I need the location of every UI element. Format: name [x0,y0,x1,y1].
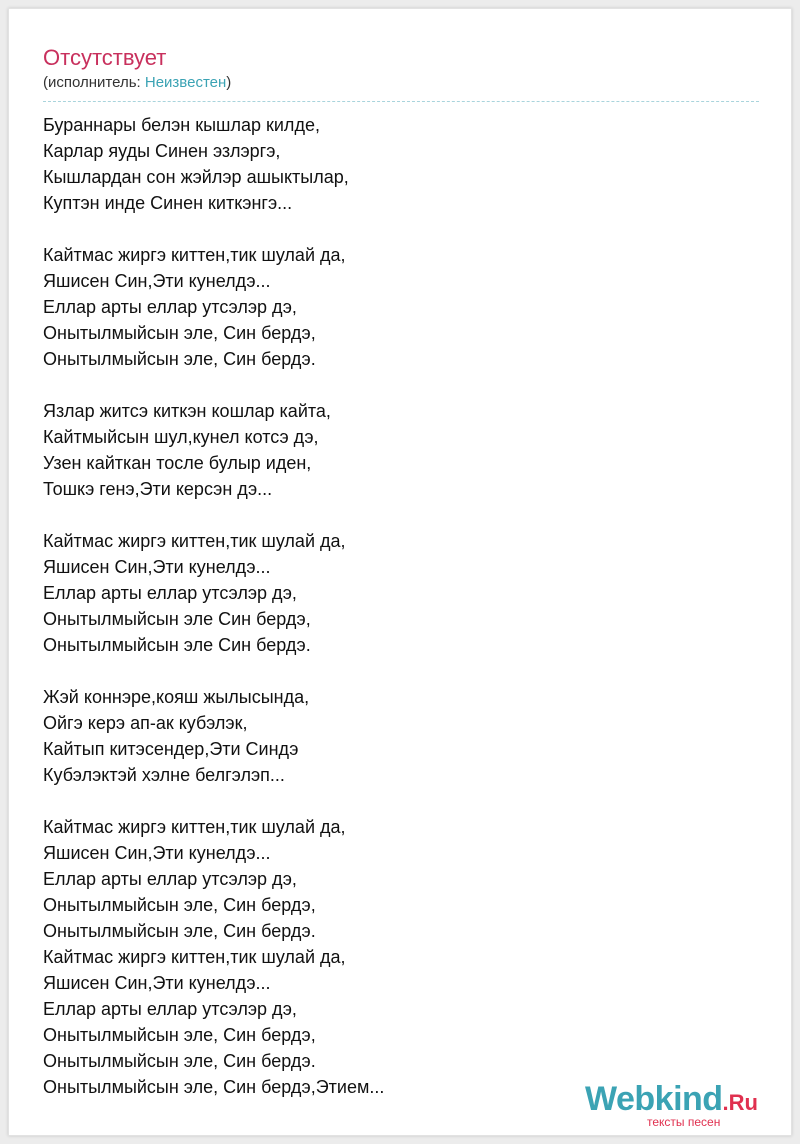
lyric-line: Кайтмас жиргэ киттен,тик шулай да, [43,245,346,265]
lyric-line: Еллар арты еллар утсэлэр дэ, [43,583,297,603]
lyric-line: Кайтмас жиргэ киттен,тик шулай да, [43,531,346,551]
logo-main-text: Webkind [585,1080,723,1118]
lyric-line: Куптэн инде Синен киткэнгэ... [43,193,293,213]
lyric-line: Еллар арты еллар утсэлэр дэ, [43,869,297,889]
lyric-line: Яшисен Син,Эти кунелдэ... [43,271,271,291]
header-divider [43,101,759,102]
artist-link[interactable]: Неизвестен [144,74,227,91]
lyric-line: Кайтмас жиргэ киттен,тик шулай да, [43,947,346,967]
lyric-line: Онытылмыйсын эле, Син бердэ. [43,1051,316,1071]
stanza-gap [43,658,763,684]
lyric-line: Язлар житсэ киткэн кошлар кайта, [43,401,331,421]
lyric-line: Кайтмыйсын шул,кунел котсэ дэ, [43,427,319,447]
lyric-line: Кышлардан сон жэйлэр ашыктылар, [43,167,349,187]
lyric-line: Онытылмыйсын эле, Син бердэ, [43,895,316,915]
lyric-line: Кубэлэктэй хэлне белгэлэп... [43,765,285,785]
logo-wordmark [585,1080,758,1119]
lyric-line: Жэй коннэре,кояш жылысында, [43,687,310,707]
stanza-gap [43,216,763,242]
stanza-gap [43,372,763,398]
lyrics-card [8,8,792,1136]
lyric-line: Карлар яуды Синен эзлэргэ, [43,141,281,161]
lyric-line: Онытылмыйсын эле, Син бердэ, [43,323,316,343]
lyric-line: Узен кайткан тосле булыр иден, [43,453,312,473]
lyric-line: Яшисен Син,Эти кунелдэ... [43,843,271,863]
lyric-line: Онытылмыйсын эле, Син бердэ. [43,349,316,369]
lyric-line: Ойгэ керэ ап-ак кубэлэк, [43,713,248,733]
lyric-line: Бураннары белэн кышлар килде, [43,115,320,135]
artist-suffix: ) [226,74,232,91]
artist-line [43,74,231,91]
lyric-line: Яшисен Син,Эти кунелдэ... [43,557,271,577]
lyric-line: Еллар арты еллар утсэлэр дэ, [43,999,297,1019]
lyric-line: Онытылмыйсын эле, Син бердэ. [43,921,316,941]
song-title: Отсутствует [43,45,167,70]
lyric-line: Яшисен Син,Эти кунелдэ... [43,973,271,993]
stanza-gap [43,502,763,528]
logo-domain-suffix: .Ru [722,1090,758,1115]
lyric-line: Онытылмыйсын эле Син бердэ, [43,609,311,629]
lyric-line: Кайтып китэсендер,Эти Синдэ [43,739,299,759]
lyric-line: Онытылмыйсын эле, Син бердэ, [43,1025,316,1045]
logo-tagline: тексты песен [647,1115,721,1129]
lyric-line: Кайтмас жиргэ киттен,тик шулай да, [43,817,346,837]
lyric-line: Тошкэ генэ,Эти керсэн дэ... [43,479,273,499]
webkind-logo[interactable] [585,1080,785,1130]
lyric-line: Онытылмыйсын эле, Син бердэ,Этием... [43,1077,385,1097]
stanza-gap [43,788,763,814]
lyric-line: Еллар арты еллар утсэлэр дэ, [43,297,297,317]
lyrics-body [43,112,763,1100]
lyric-line: Онытылмыйсын эле Син бердэ. [43,635,311,655]
artist-prefix: (исполнитель: [43,74,145,91]
